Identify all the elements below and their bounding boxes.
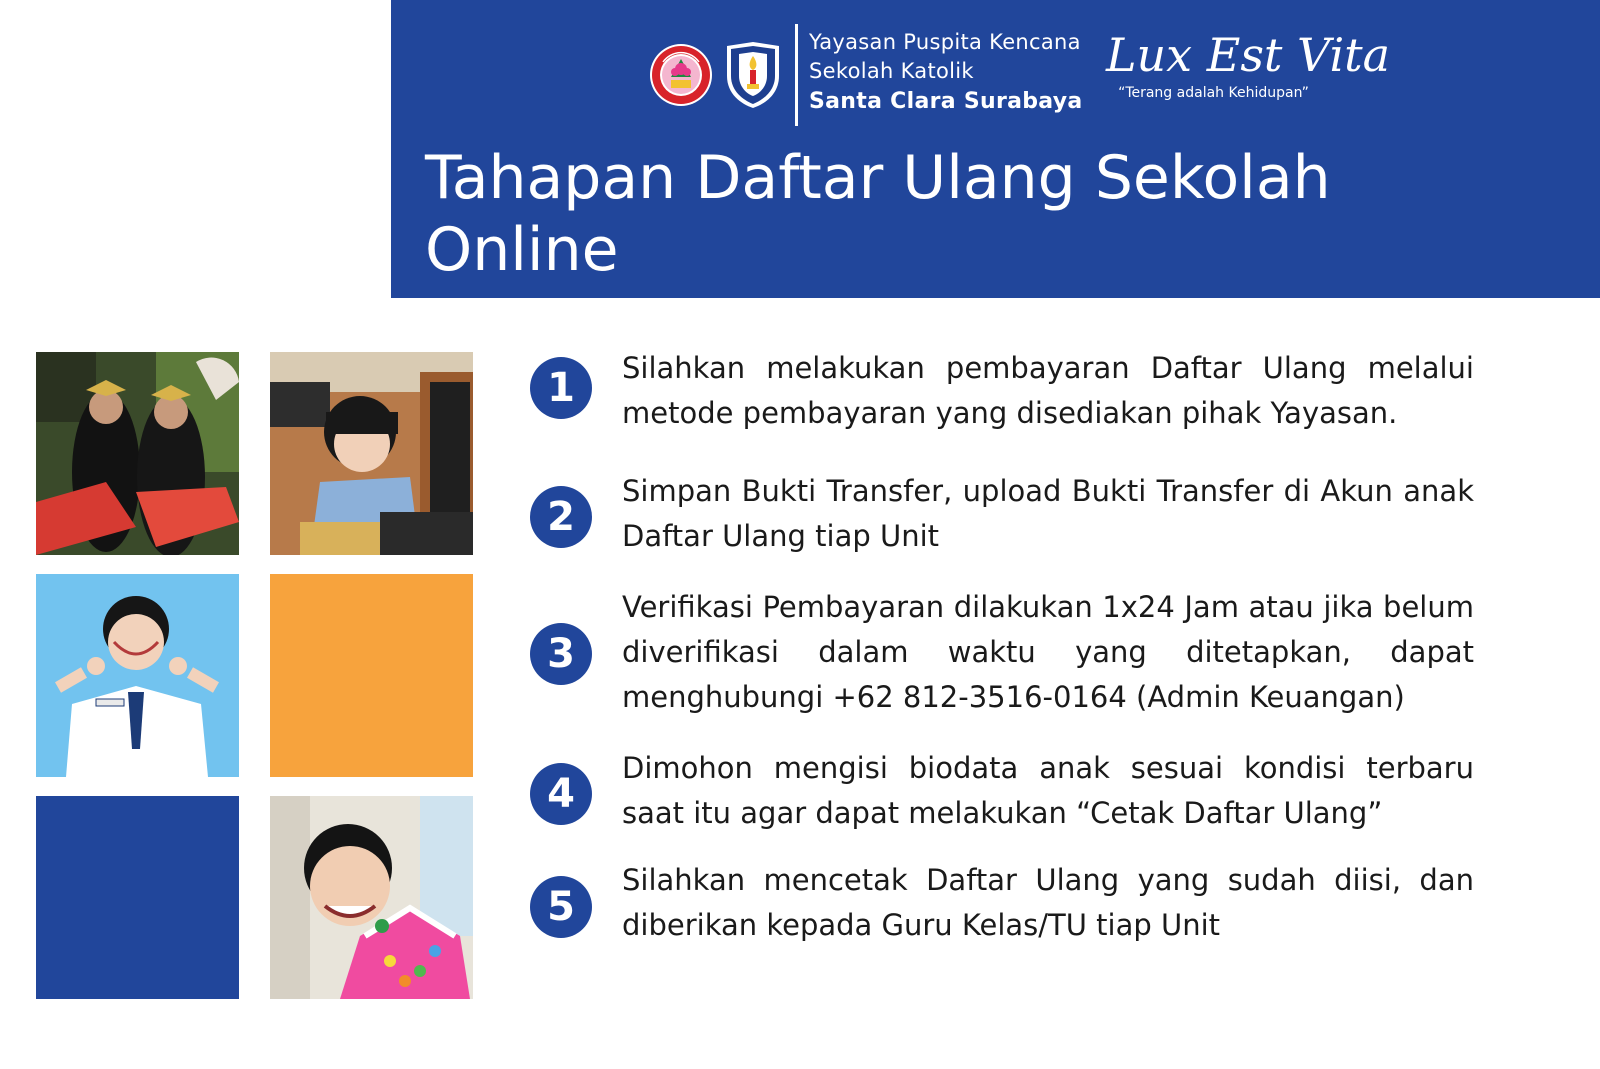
orange-color-block	[270, 574, 473, 777]
motto-translation: “Terang adalah Kehidupan”	[1118, 85, 1309, 101]
step-5-text: Silahkan mencetak Daftar Ulang yang sudah diisi, dan diberikan kepada Guru Kelas/TU tiap Unit	[622, 863, 1474, 942]
motto-latin: Lux Est Vita	[1106, 28, 1391, 82]
org-line-school-name: Santa Clara Surabaya	[809, 89, 1083, 114]
boy-with-craft-house-photo	[270, 796, 473, 999]
org-line-yayasan: Yayasan Puspita Kencana	[809, 30, 1081, 54]
santa-clara-crest-logo	[721, 40, 785, 110]
motto	[1106, 26, 1391, 102]
step-2-number-badge: 2	[530, 486, 592, 548]
org-line-school-type: Sekolah Katolik	[809, 59, 974, 83]
step-3-number-badge: 3	[530, 623, 592, 685]
header-banner	[391, 0, 1600, 298]
step-1-text: Silahkan melakukan pembayaran Daftar Ulang melalui metode pembayaran yang disediakan pihak Yayasan.	[622, 351, 1474, 430]
page-title: Tahapan Daftar Ulang Sekolah Online	[425, 143, 1331, 285]
blue-color-block	[36, 796, 239, 999]
step-3-text: Verifikasi Pembayaran dilakukan 1x24 Jam atau jika belum diverifikasi dalam waktu yang ditetapkan, dapat menghubungi +62 812-3516-0164 (Admin Keuangan)	[622, 590, 1474, 714]
smiling-student-photo	[36, 574, 239, 777]
step-1-number-badge: 1	[530, 357, 592, 419]
logo-divider	[795, 24, 798, 126]
step-4-number-badge: 4	[530, 763, 592, 825]
traditional-dancers-photo	[36, 352, 239, 555]
girl-at-computer-photo	[270, 352, 473, 555]
step-5-number-badge: 5	[530, 876, 592, 938]
step-4-text: Dimohon mengisi biodata anak sesuai kondisi terbaru saat itu agar dapat melakukan “Cetak Daftar Ulang”	[622, 751, 1474, 830]
organization-name	[809, 28, 1083, 118]
step-2-text: Simpan Bukti Transfer, upload Bukti Transfer di Akun anak Daftar Ulang tiap Unit	[622, 474, 1474, 553]
yayasan-seal-logo	[649, 40, 713, 110]
